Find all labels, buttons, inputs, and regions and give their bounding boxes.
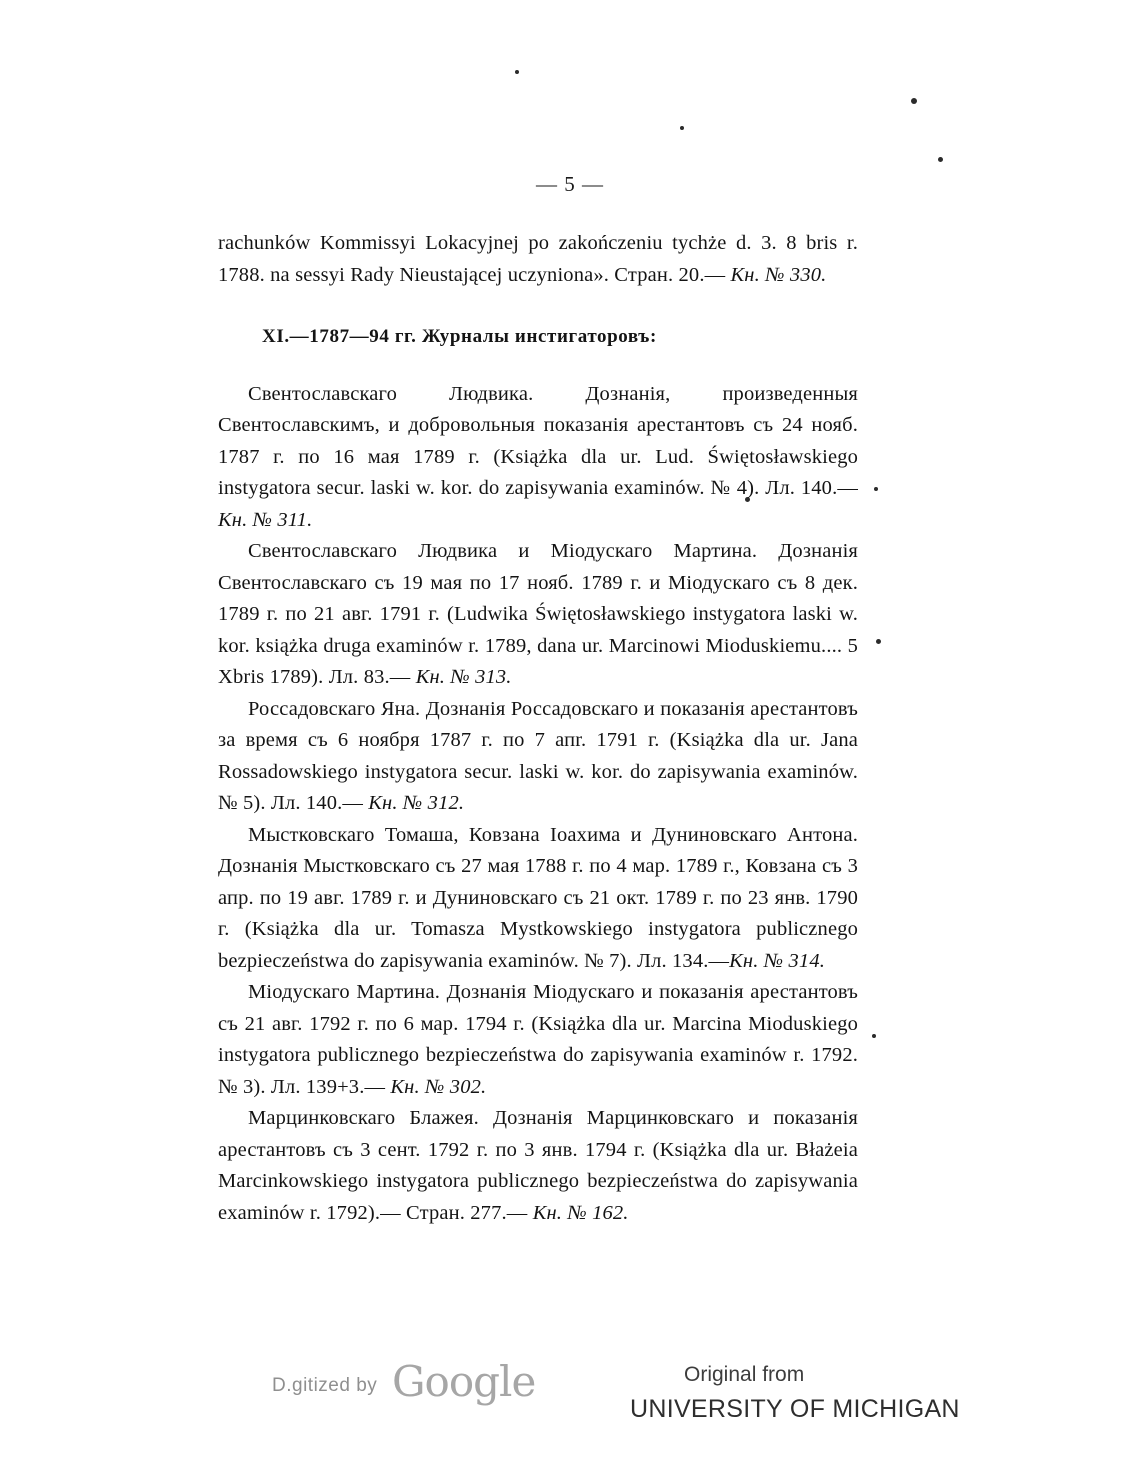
text-column xyxy=(218,228,858,1229)
entry-paragraph xyxy=(218,694,858,820)
scan-speck xyxy=(515,70,519,74)
section-heading: XI.—1787—94 гг. Журналы инстигаторовъ: xyxy=(262,326,657,347)
scan-speck xyxy=(680,126,684,130)
entry-paragraph xyxy=(218,379,858,537)
entry-ref: Кн. № 313. xyxy=(415,666,512,688)
google-wordmark: Google xyxy=(392,1357,536,1406)
entry-text: Свентославскаго Людвика. Дознанія, произведенныя Свентославскимъ, и добровольныя показанія арестантовъ съ 24 нояб. 1787 г. по 16 мая 1789 г. (Książka dla ur. Lud. Świętosławskiego instygatora secur. laski w. kor. do zapisywania examinów. № 4). Лл. 140.— xyxy=(218,382,858,499)
google-digitized-mark xyxy=(272,1355,572,1411)
entry-ref: Кн. № 162. xyxy=(532,1201,629,1224)
entry-ref: Кн. № 314. xyxy=(729,949,826,972)
institution-label: UNIVERSITY OF MICHIGAN xyxy=(630,1395,960,1423)
continued-paragraph-ref: Кн. № 330. xyxy=(730,263,827,286)
entry-text: Марцинковскаго Блажея. Дознанія Марцинковскаго и показанія арестантовъ съ 3 сент. 1792 г. по 3 янв. 1794 г. (Książka dla ur. Błażeia Marcinkowskiego instygatora publicznego bezpieczeństwa do zapisywania examinów r. 1792).— Стран. 277.— xyxy=(218,1107,858,1224)
continued-paragraph xyxy=(218,228,858,291)
entry-text: Россадовскаго Яна. Дознанія Россадовскаго и показанія арестантовъ за время съ 6 ноября 1787 г. по 7 апr. 1791 г. (Książka dla ur. Jana Rossadowskiego instygatora secur. laski w. kor. do zapisywania examinów. № 5). Лл. 140.— xyxy=(218,697,858,814)
scan-speck xyxy=(938,157,943,162)
digitized-by-label: D.gitized by xyxy=(272,1375,378,1396)
entry-paragraph xyxy=(218,820,858,978)
original-from-label: Original from xyxy=(684,1363,805,1386)
continued-paragraph-text: rachunków Kommissyi Lokacyjnej po zakończeniu tychże d. 3. 8 bris r. 1788. na sessyi Rady Nieustającej uczyniona». Стран. 20.— xyxy=(218,232,858,286)
entry-text: Мыстковскаго Томаша, Ковзана Іоахима и Дуниновскаго Антона. Дознанія Мыстковскаго съ 27 мая 1788 г. по 4 мар. 1789 г., Ковзана съ 3 апр. по 19 авг. 1789 г. и Дуниновскаго съ 21 окт. 1789 г. по 23 янв. 1790 г. (Książka dla ur. Tomasza Mystkowskiego instygatora publicznego bezpieczeństwa do zapisywania examinów. № 7). Лл. 134.— xyxy=(218,823,858,972)
entry-paragraph xyxy=(218,536,858,694)
page-footer xyxy=(0,1355,1140,1445)
scan-speck xyxy=(872,1034,876,1038)
entry-ref: Кн. № 312. xyxy=(368,792,465,814)
page-number: — 5 — xyxy=(536,172,604,196)
entry-paragraph xyxy=(218,977,858,1103)
entry-text: Міодускаго Мартина. Дознанія Міодускаго и показанія арестантовъ съ 21 авг. 1792 г. по 6 мар. 1794 г. (Książka dla ur. Marcina Mioduskiego instygatora publicznego bezpieczeństwa do zapisywania examinów r. 1792. № 3). Лл. 139+3.— xyxy=(218,981,858,1098)
entry-ref: Кн. № 302. xyxy=(390,1075,487,1098)
entry-paragraph xyxy=(218,1103,858,1229)
scan-speck xyxy=(874,487,878,491)
scan-speck xyxy=(911,98,917,104)
entry-text: Свентославскаго Людвика и Міодускаго Мартина. Дознанія Свентославскаго съ 19 мая по 17 нояб. 1789 г. и Міодускаго съ 8 дек. 1789 г. по 21 авг. 1791 г. (Ludwika Świętosławskiego instygatora laski w. kor. książka druga examinów r. 1789, dana ur. Marcinowi Mioduskiemu.... 5 Xbris 1789). Лл. 83.— xyxy=(218,540,858,688)
scan-speck xyxy=(876,639,881,644)
entry-ref: Кн. № 311. xyxy=(218,508,313,531)
